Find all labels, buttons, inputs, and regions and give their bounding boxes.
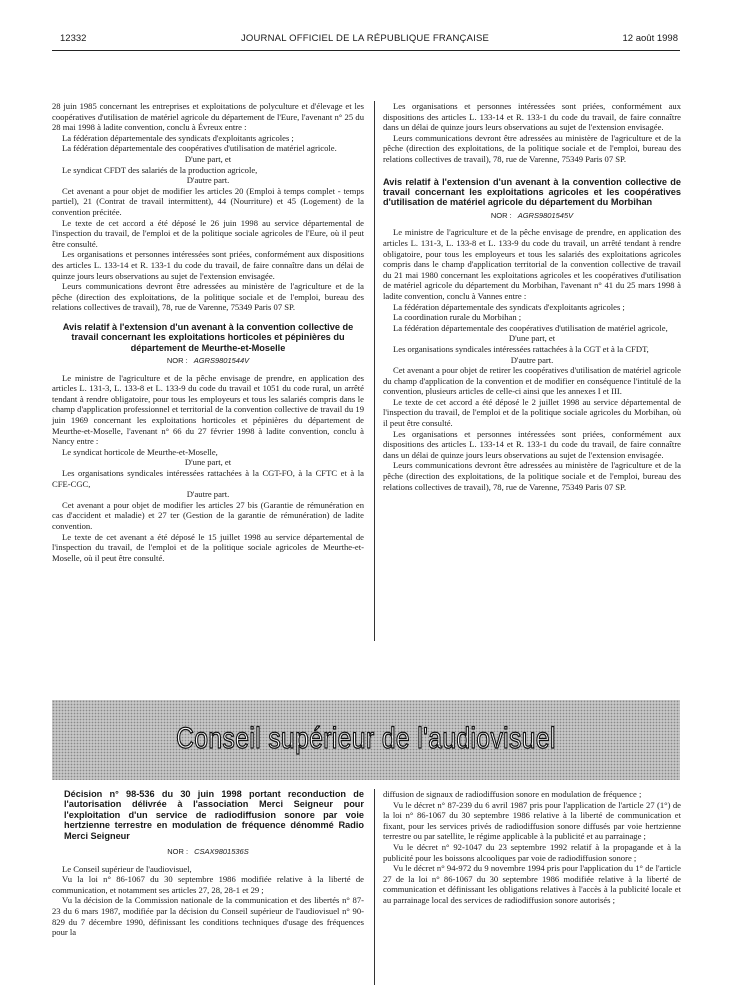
column-right-top [383,101,681,492]
paragraph: Cet avenant a pour objet de retirer les coopératives d'utilisation de matériel agricole du champ d'application de la convention et de modifier en conséquence l'intitulé de la convention, plusieurs articles de celle-ci ainsi que les annexes I et III. [383,365,681,397]
paragraph: Le syndicat CFDT des salariés de la production agricole, [62,164,258,175]
nor-label: NOR : [490,210,512,220]
paragraph: Le ministre de l'agriculture et de la pêche envisage de prendre, en application des articles L. 131-3, L. 133-8 et L. 133-9 du code du travail et 1051 du code rural, un arrêté tendant à rendre obligatoire, pour tous les employeurs et tous les salariés compris dans le champ d'application professionnel et territorial de la convention collective de travail du 19 juin 1969 concernant les exploitations horticoles et pépinières du département de Meurthe-et-Moselle, l'avenant n° 66 du 27 février 1998 à ladite convention, conclu à Nancy entre : [52,372,364,447]
nor-label: NOR : [167,847,189,857]
nor-code: AGRS9801545V [517,210,574,220]
nor-reference [52,847,364,858]
paragraph: Cet avenant a pour objet de modifier les articles 20 (Emploi à temps complet - temps partiel), 21 (Contrat de travail intermittent), 44 (Nourriture) et 45 (Logement) de la convention précitée. [52,185,364,217]
paragraph: D'une part, et [508,333,556,344]
nor-label: NOR : [166,356,188,366]
paragraph: Le texte de cet accord a été déposé le 2 juillet 1998 au service départemental de l'inspection du travail, de l'emploi et de la politique sociale agricoles du Morbihan, où il peut être consulté. [383,396,681,429]
section-banner [52,700,680,780]
column-divider [374,101,375,641]
header-rule [52,50,680,51]
column-divider [374,789,375,985]
paragraph: D'autre part. [186,489,230,500]
paragraph: La coordination rurale du Morbihan ; [393,312,522,323]
paragraph: Vu le décret n° 94-972 du 9 novembre 1994 pris pour l'application du 1° de l'article 27 de la loi n° 86-1067 du 30 septembre 1986 modifiée relative à la liberté de communication et définissant les obligations relatives à l'accès à la publicité locale et au parrainage local des services de radiodiffusion sonore autorisés ; [383,863,681,905]
column-left-bottom [52,789,364,938]
paragraph: diffusion de signaux de radiodiffusion sonore en modulation de fréquence ; [383,789,642,799]
paragraph: Le ministre de l'agriculture et de la pêche envisage de prendre, en application des articles L. 131-3, L. 133-8 et L. 133-9 du code du travail, un arrêté tendant à rendre obligatoire, pour tous les employeurs et tous les salariés des exploitations agricoles compris dans le champ d'application territorial de la convention collective de travail du 21 mai 1980 concernant les exploitations agricoles et les coopératives d'utilisation de matériel agricole du département du Morbihan, l'avenant n° 41 du 25 mars 1998 à ladite convention, conclu à Vannes entre : [383,227,681,301]
paragraph: Leurs communications devront être adressées au ministère de l'agriculture et de la pêche (direction des exploitations, de la politique sociale et de l'emploi, bureau des relations collectives de travail), 78, rue de Varenne, 75349 Paris 07 SP. [383,460,681,492]
paragraph: Leurs communications devront être adressées au ministère de l'agriculture et de la pêche (direction des exploitations, de la politique sociale et de l'emploi, bureau des relations collectives de travail), 78, rue de Varenne, 75349 Paris 07 SP. [383,132,681,164]
paragraph: Les organisations syndicales intéressées rattachées à la CGT-FO, à la CFTC et à la CFE-CGC, [52,468,364,489]
nor-reference [52,356,364,367]
paragraph: Vu la décision de la Commission nationale de la communication et des libertés n° 87-23 du 6 mars 1987, modifiée par la décision du Conseil supérieur de l'audiovisuel n° 90-829 du 7 décembre 1990, définissant les conditions techniques d'usage des fréquences pour la [52,895,364,938]
paragraph: Les organisations syndicales intéressées rattachées à la CGT et à la CFDT, [393,343,649,354]
paragraph: La fédération départementale des coopératives d'utilisation de matériel agricole, [393,322,668,333]
nor-code: AGRS9801544V [193,356,250,366]
paragraph: Le Conseil supérieur de l'audiovisuel, [62,863,192,874]
paragraph: Leurs communications devront être adressées au ministère de l'agriculture et de la pêche (direction des exploitations, de la politique sociale et de l'emploi, bureau des relations collectives de travail), 78, rue de Varenne, 75349 Paris 07 SP. [52,281,364,313]
paragraph: Vu le décret n° 87-239 du 6 avril 1987 pris pour l'application de l'article 27 (1°) de la loi n° 86-1067 du 30 septembre 1986 relative à la liberté de communication et fixant, pour les services privés de radiodiffusion sonore diffusés par voie hertzienne terrestre ou par satellite, le régime applicable à la publicité et au parrainage ; [383,799,681,842]
notice-heading: Avis relatif à l'extension d'un avenant à la convention collective de travail concernant les exploitations horticoles et pépinières du département de Meurthe-et-Moselle [62,321,354,353]
paragraph: Cet avenant a pour objet de modifier les articles 27 bis (Garantie de rémunération en cas d'accident et maladie) et 27 ter (Gestion de la garantie de rémunération) de ladite convention. [52,499,364,531]
decision-heading: Décision n° 98-536 du 30 juin 1998 portant reconduction de l'autorisation délivrée à l'association Merci Seigneur pour l'exploitation d'un service de radiodiffusion sonore par voie hertzienne terrestre en modulation de fréquence dénommé Radio Merci Seigneur [64,789,364,841]
notice-heading: Avis relatif à l'extension d'un avenant à la convention collective de travail concernant les exploitations agricoles et les coopératives d'utilisation de matériel agricole du département du Morbihan [383,176,681,208]
page-header [52,30,678,48]
paragraph: D'une part, et [184,153,232,164]
paragraph: 28 juin 1985 concernant les entreprises et exploitations de polyculture et d'élevage et les coopératives d'utilisation de matériel agricole du département de l'Eure, l'avenant n° 25 du 28 mai 1998 à ladite convention, conclu à Évreux entre : [52,101,364,133]
paragraph: Vu le décret n° 92-1047 du 23 septembre 1992 relatif à la propagande et à la publicité pour les boissons alcooliques par voie de radiodiffusion sonore ; [383,841,681,863]
paragraph: La fédération départementale des coopératives d'utilisation de matériel agricole. [62,143,337,154]
paragraph: Le texte de cet avenant a été déposé le 15 juillet 1998 au service départemental de l'inspection du travail, de l'emploi et de la politique sociale agricoles de Meurthe-et-Moselle, où il peut être consulté. [52,531,364,563]
column-left-top [52,101,364,563]
nor-reference [383,211,681,222]
paragraph: Les organisations et personnes intéressées sont priées, conformément aux dispositions des articles L. 133-14 et R. 133-1 du code du travail, de faire connaître dans un délai de quinze jours leurs observations au sujet de l'extension envisagée. [383,101,681,133]
paragraph: D'une part, et [184,457,232,468]
paragraph: La fédération départementale des syndicats d'exploitants agricoles ; [62,132,294,143]
page-number: 12332 [60,33,87,44]
issue-date: 12 août 1998 [622,33,678,44]
journal-title: JOURNAL OFFICIEL DE LA RÉPUBLIQUE FRANÇAISE [240,33,490,44]
column-right-bottom [383,789,681,906]
paragraph: Les organisations et personnes intéressées sont priées, conformément aux dispositions des articles L. 133-14 et R. 133-1 du code du travail, de faire connaître dans un délai de quinze jours leurs observations au sujet de l'extension envisagée. [52,249,364,281]
paragraph: Les organisations et personnes intéressées sont priées, conformément aux dispositions des articles L. 133-14 et R. 133-1 du code du travail, de faire connaître dans un délai de quinze jours leurs observations au sujet de l'extension envisagée. [383,428,681,460]
paragraph: La fédération départementale des syndicats d'exploitants agricoles ; [393,301,625,312]
section-title: Conseil supérieur de l'audiovisuel [176,722,556,755]
paragraph: D'autre part. [510,354,554,365]
paragraph: D'autre part. [186,175,230,186]
nor-code: CSAX9801536S [194,847,249,857]
paragraph: Vu la loi n° 86-1067 du 30 septembre 1986 modifiée relative à la liberté de communication, et notamment ses articles 27, 28, 28-1 et 29 ; [52,874,364,895]
paragraph: Le texte de cet accord a été déposé le 26 juin 1998 au service départemental de l'inspection du travail, de l'emploi et de la politique sociale agricoles de l'Eure, où il peut être consulté. [52,217,364,249]
paragraph: Le syndicat horticole de Meurthe-et-Moselle, [62,446,218,457]
